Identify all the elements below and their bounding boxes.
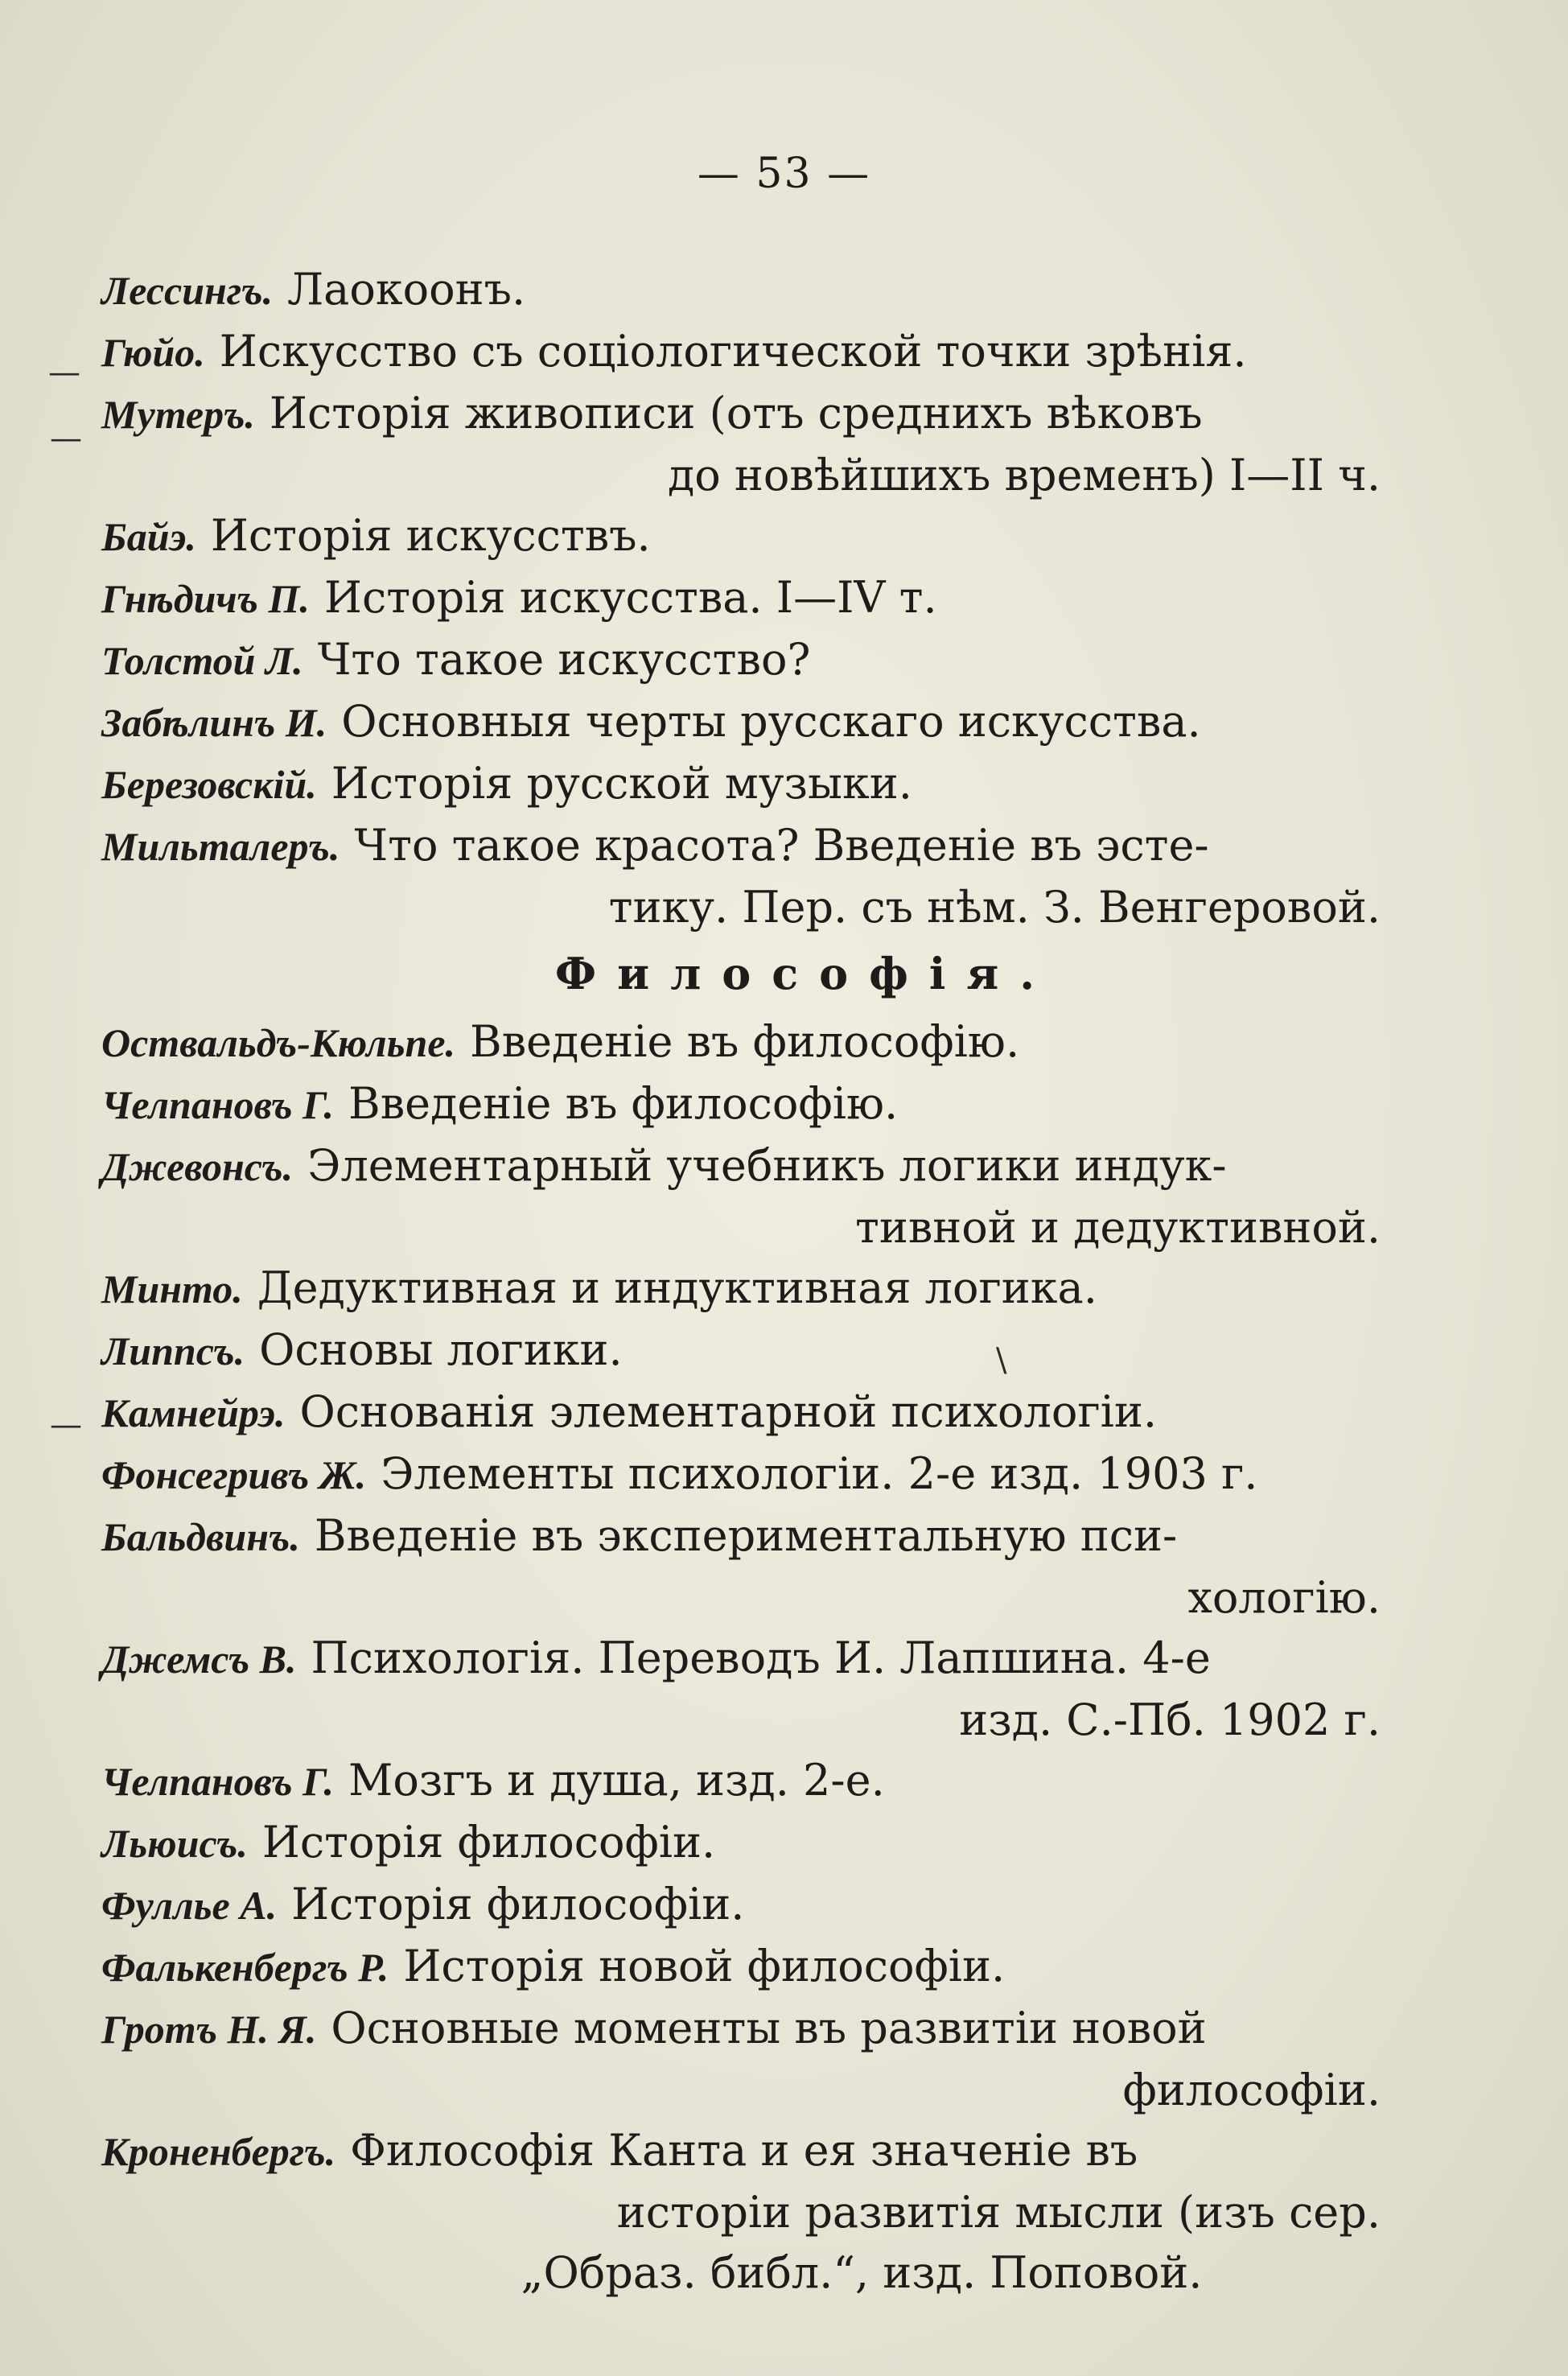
entry-author: Мильталеръ. (101, 824, 340, 869)
bibliography-entry (101, 383, 1413, 505)
entry-author: Лессингъ. (101, 268, 274, 313)
entry-title-continuation: философіи. (1122, 2065, 1381, 2115)
bibliography-entry (101, 1320, 1413, 1382)
entry-title: Исторія новой философіи. (403, 1941, 1006, 1991)
entry-author: Березовскій. (101, 762, 317, 807)
bibliography-entry (101, 1135, 1413, 1258)
entry-author: Забѣлинъ И. (101, 700, 327, 745)
entry-title: Основныя черты русскаго искусства. (341, 696, 1201, 747)
bibliography-entry (101, 1628, 1413, 1750)
entry-author: Байэ. (101, 514, 196, 559)
entry-title: Основы логики. (259, 1324, 623, 1375)
bibliography-entry (101, 1073, 1413, 1135)
entry-title: Исторія философіи. (261, 1817, 716, 1867)
margin-mark: — (50, 420, 82, 457)
entry-title-continuation: исторіи развитія мысли (изъ сер. (616, 2187, 1381, 2238)
entry-title: Введеніе въ философію. (470, 1016, 1020, 1067)
entry-title: Исторія русской музыки. (331, 758, 912, 809)
bibliography-entry (101, 629, 1413, 691)
bibliography-entry (101, 2120, 1413, 2303)
bibliography-entry (101, 1443, 1413, 1505)
entry-title: Исторія искусствъ. (210, 510, 651, 561)
bibliography-entry (101, 1936, 1413, 1998)
entry-title: Мозгъ и душа, изд. 2-е. (348, 1755, 885, 1806)
entry-title: Элементарный учебникъ логики индук- (307, 1140, 1227, 1191)
entry-title-continuation: тику. Пер. съ нѣм. З. Венгеровой. (608, 882, 1381, 933)
entry-author: Минто. (101, 1266, 243, 1312)
margin-mark: — (48, 354, 80, 391)
entry-author: Мутеръ. (101, 392, 255, 437)
entry-title: Введеніе въ экспериментальную пси- (314, 1510, 1178, 1561)
bibliography-entry (101, 1750, 1413, 1812)
entry-title-continuation: до новѣйшихъ временъ) I—II ч. (667, 450, 1381, 500)
section-heading-philosophy: Философія. (554, 948, 1056, 999)
entry-author: Челпановъ Г. (101, 1082, 335, 1127)
bibliography-entry (101, 691, 1413, 753)
bibliography-entry (101, 1258, 1413, 1320)
philosophy-section (101, 1011, 1413, 2303)
bibliography-entry (101, 815, 1413, 937)
entry-title-continuation: тивной и дедуктивной. (855, 1202, 1381, 1253)
entry-title: Лаокоонъ. (287, 264, 526, 315)
entry-title-continuation: „Образ. библ.“, изд. Поповой. (521, 2247, 1203, 2298)
bibliography-entry (101, 1011, 1413, 1073)
entry-author: Фалькенбергъ Р. (101, 1945, 389, 1990)
entry-title: Психологія. Переводъ И. Лапшина. 4-е (311, 1633, 1211, 1683)
entry-title: Основные моменты въ развитіи новой (331, 2003, 1207, 2053)
bibliography-entry (101, 567, 1413, 629)
entry-author: Фуллье А. (101, 1883, 278, 1928)
bibliography-list (101, 259, 1413, 2303)
entry-author: Липпсъ. (101, 1328, 245, 1373)
entry-title-continuation: изд. С.-Пб. 1902 г. (959, 1694, 1381, 1745)
bibliography-entry (101, 1505, 1413, 1628)
entry-author: Оствальдъ-Кюльпе. (101, 1020, 456, 1065)
entry-author: Гротъ Н. Я. (101, 2007, 317, 2052)
entry-title-continuation: хологію. (1187, 1572, 1381, 1623)
margin-mark: \ (996, 1342, 1007, 1379)
entry-author: Бальдвинъ. (101, 1514, 300, 1559)
entry-author: Гюйо. (101, 330, 205, 375)
entry-author: Джевонсъ. (101, 1144, 294, 1189)
entry-author: Кроненбергъ. (101, 2129, 336, 2174)
entry-author: Джемсъ В. (101, 1637, 297, 1682)
bibliography-entry (101, 1812, 1413, 1874)
entry-author: Льюисъ. (101, 1821, 248, 1866)
bibliography-entry (101, 321, 1413, 383)
entry-author: Фонсегривъ Ж. (101, 1452, 367, 1497)
bibliography-entry (101, 1874, 1413, 1936)
page-number: — 53 — (697, 150, 871, 198)
entry-title: Элементы психологіи. 2-е изд. 1903 г. (381, 1448, 1258, 1499)
entry-title: Исторія философіи. (291, 1879, 745, 1929)
entry-title: Искусство съ соціологической точки зрѣнія. (219, 326, 1247, 377)
bibliography-entry (101, 753, 1413, 815)
entry-title: Философія Канта и ея значеніе въ (350, 2125, 1138, 2176)
bibliography-entry (101, 1382, 1413, 1443)
entry-title: Исторія искусства. I—IV т. (323, 572, 937, 623)
entry-title: Что такое искусство? (317, 634, 811, 685)
entry-author: Камнейрэ. (101, 1390, 286, 1435)
entry-title: Исторія живописи (отъ среднихъ вѣковъ (269, 388, 1203, 439)
bibliography-entry (101, 505, 1413, 567)
entry-title: Дедуктивная и индуктивная логика. (257, 1262, 1097, 1313)
entry-title: Основанія элементарной психологіи. (299, 1386, 1158, 1437)
entry-author: Челпановъ Г. (101, 1759, 335, 1804)
entry-title: Введеніе въ философію. (348, 1078, 899, 1129)
entry-author: Гнѣдичъ П. (101, 576, 310, 621)
bibliography-entry (101, 1998, 1413, 2120)
entry-title: Что такое красота? Введеніе въ эсте- (354, 820, 1209, 871)
margin-mark: — (50, 1406, 82, 1443)
bibliography-entry (101, 259, 1413, 321)
entry-author: Толстой Л. (101, 638, 303, 683)
art-section (101, 259, 1413, 937)
